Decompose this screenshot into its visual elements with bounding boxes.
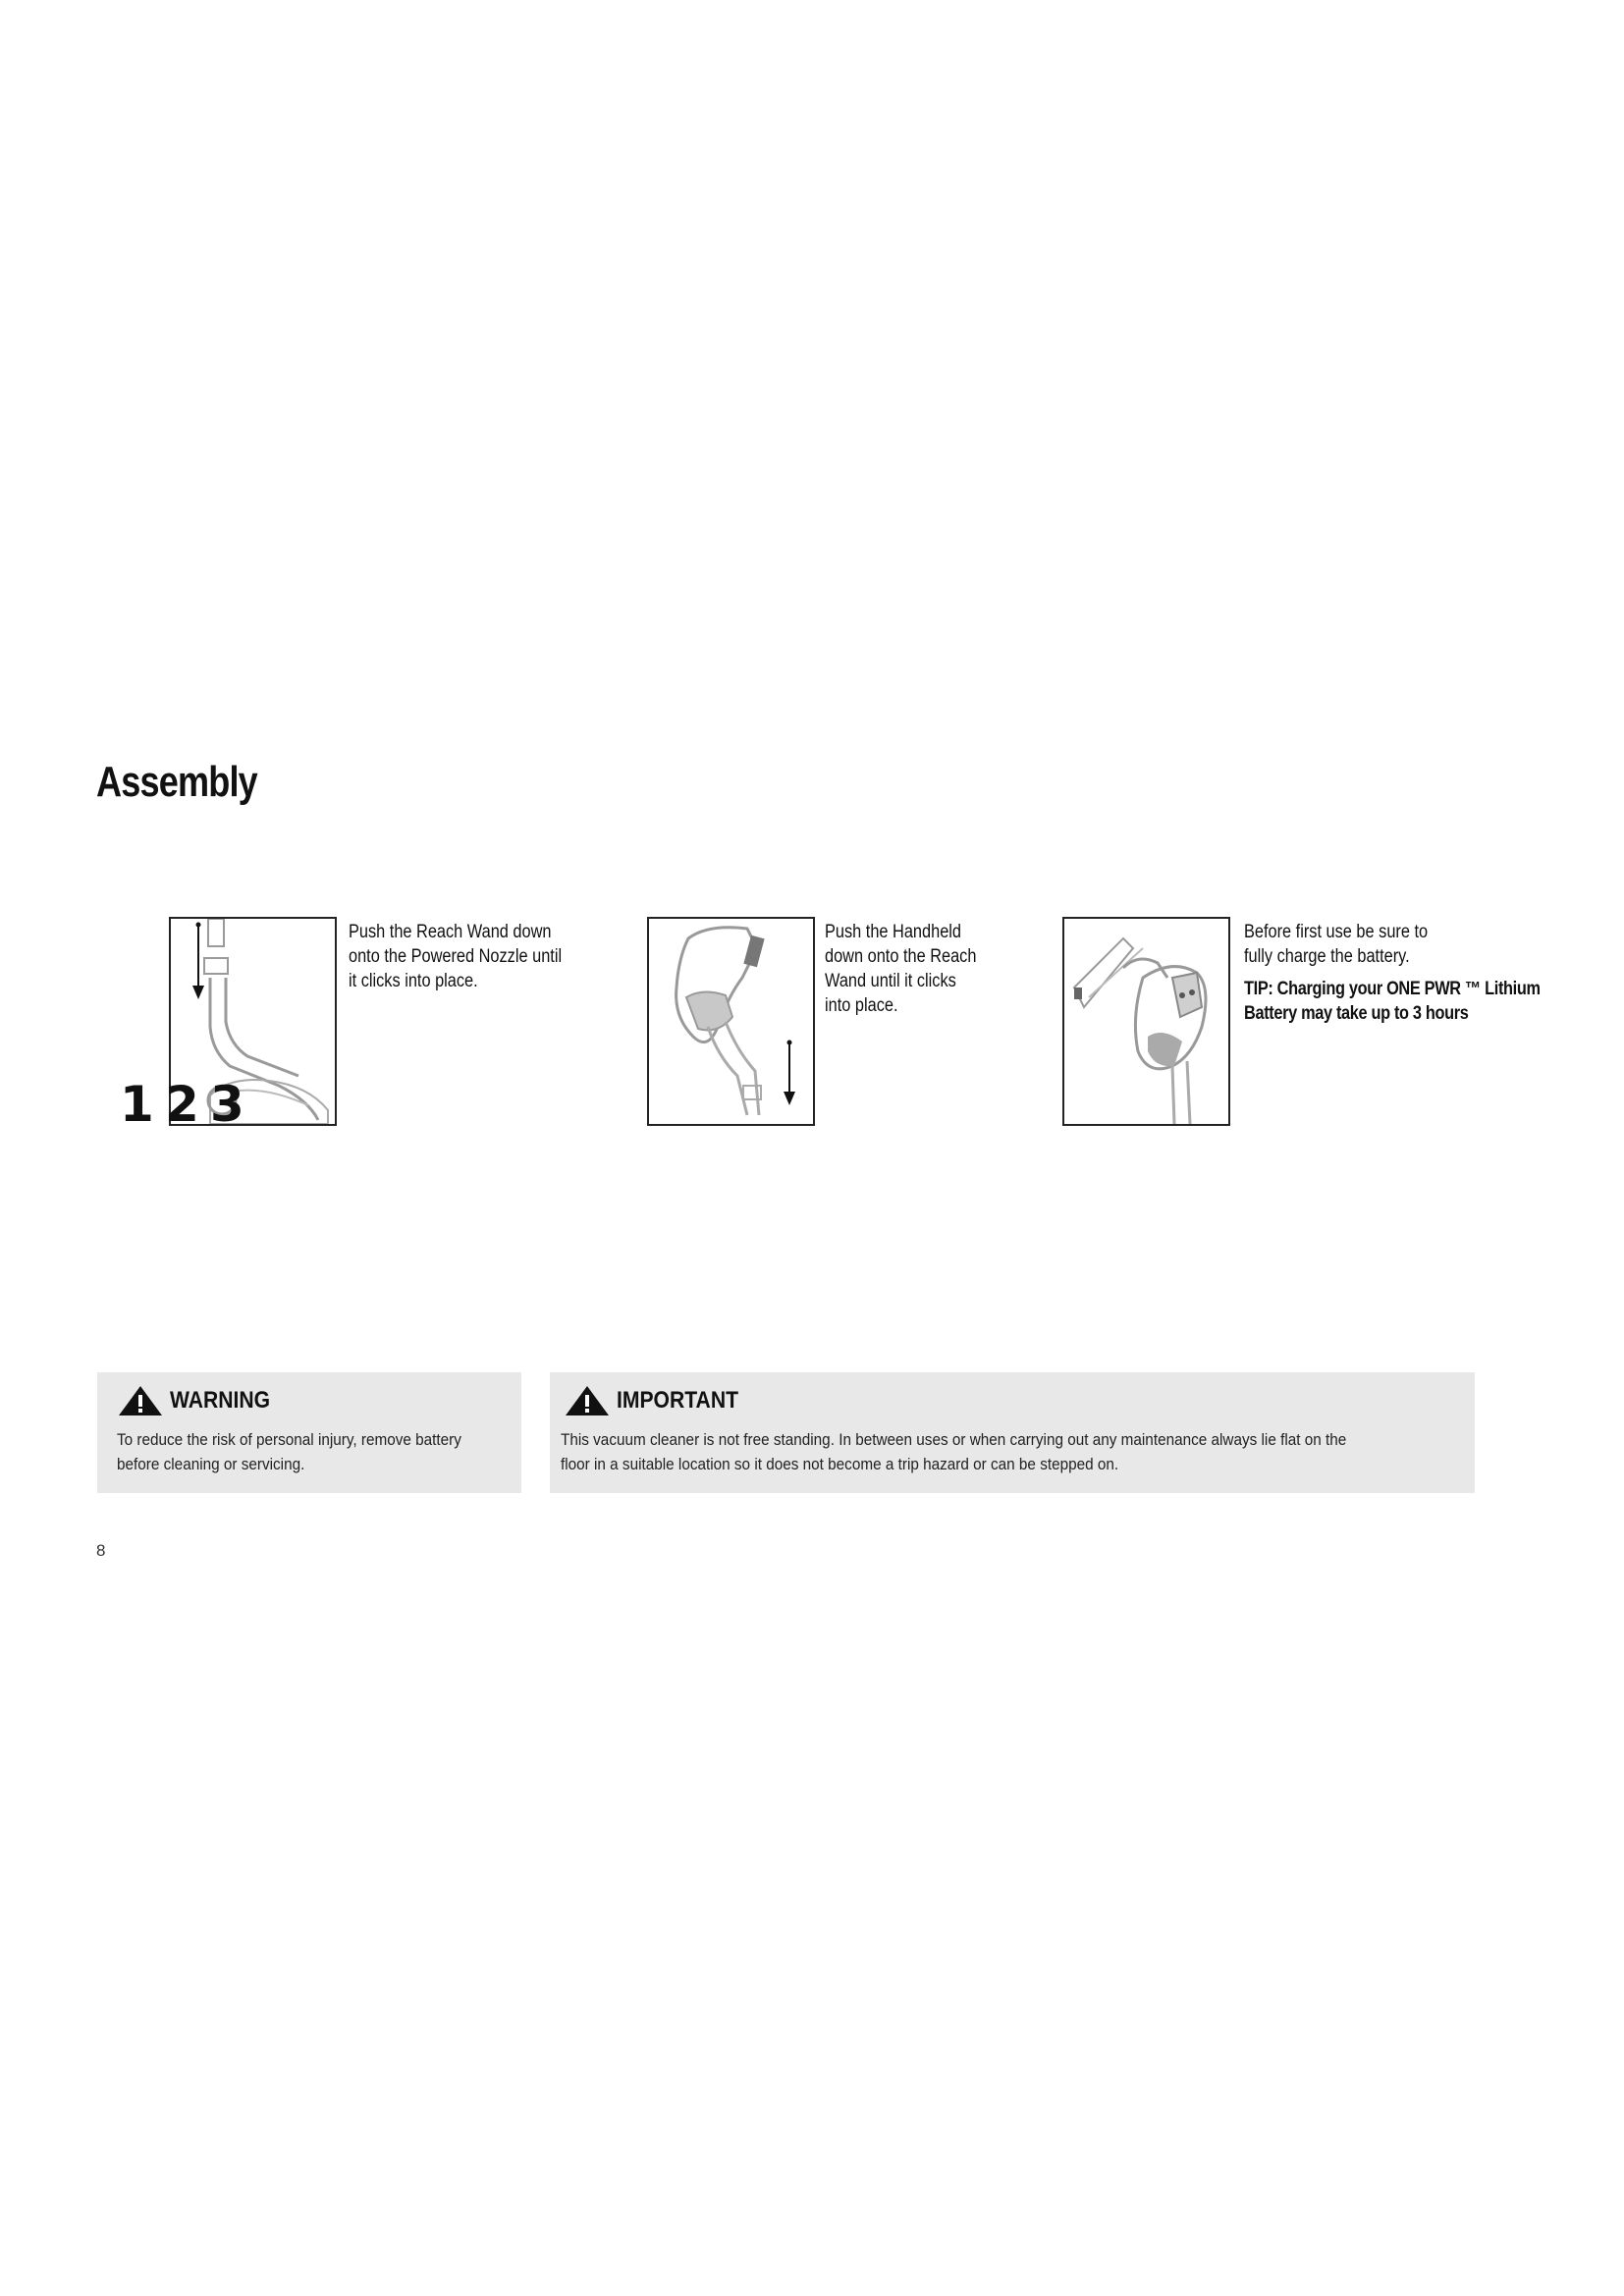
step-number: 2 xyxy=(165,1076,199,1133)
step-2-line: Wand until it clicks xyxy=(825,971,956,991)
step-3-illustration xyxy=(1062,917,1230,1126)
step-1-line: Push the Reach Wand down xyxy=(349,922,552,942)
warning-triangle-icon xyxy=(564,1384,611,1417)
step-3-text xyxy=(1244,920,1541,1026)
important-body xyxy=(561,1427,1346,1476)
step-3-line: fully charge the battery. xyxy=(1244,946,1410,967)
warning-body xyxy=(117,1427,461,1476)
step-2-line: Push the Handheld xyxy=(825,922,961,942)
step-3-line: Before first use be sure to xyxy=(1244,922,1429,942)
step-3-tip xyxy=(1244,977,1541,1026)
step-2-illustration xyxy=(647,917,815,1126)
warning-heading-text: WARNING xyxy=(170,1387,271,1414)
step-2-line: into place. xyxy=(825,995,898,1016)
page-title: Assembly xyxy=(96,758,257,806)
step-number: 3 xyxy=(210,1076,244,1133)
step-1-line: onto the Powered Nozzle until xyxy=(349,946,563,967)
warning-heading xyxy=(117,1384,284,1417)
step-1-line: it clicks into place. xyxy=(349,971,478,991)
important-line: This vacuum cleaner is not free standing. In between uses or when carrying out any maintenance always lie flat on the xyxy=(561,1430,1347,1449)
step-3-tip-line: Battery may take up to 3 hours xyxy=(1244,1003,1469,1024)
important-heading-text: IMPORTANT xyxy=(617,1387,738,1414)
step-number: 1 xyxy=(120,1076,154,1133)
warning-line: before cleaning or servicing. xyxy=(117,1455,305,1473)
warning-box xyxy=(97,1372,521,1493)
important-line: floor in a suitable location so it does not become a trip hazard or can be stepped on. xyxy=(561,1455,1119,1473)
warning-line: To reduce the risk of personal injury, remove battery xyxy=(117,1430,461,1449)
charging-battery-illustration xyxy=(1064,919,1228,1124)
page-number: 8 xyxy=(96,1541,106,1560)
step-2-text xyxy=(825,920,976,1018)
step-2-line: down onto the Reach xyxy=(825,946,977,967)
handheld-wand-illustration xyxy=(649,919,813,1124)
step-1-text xyxy=(349,920,562,993)
warning-triangle-icon xyxy=(117,1384,164,1417)
step-3-tip-line: TIP: Charging your ONE PWR ™ Lithium xyxy=(1244,979,1541,999)
important-box xyxy=(550,1372,1475,1493)
important-heading xyxy=(564,1384,755,1417)
